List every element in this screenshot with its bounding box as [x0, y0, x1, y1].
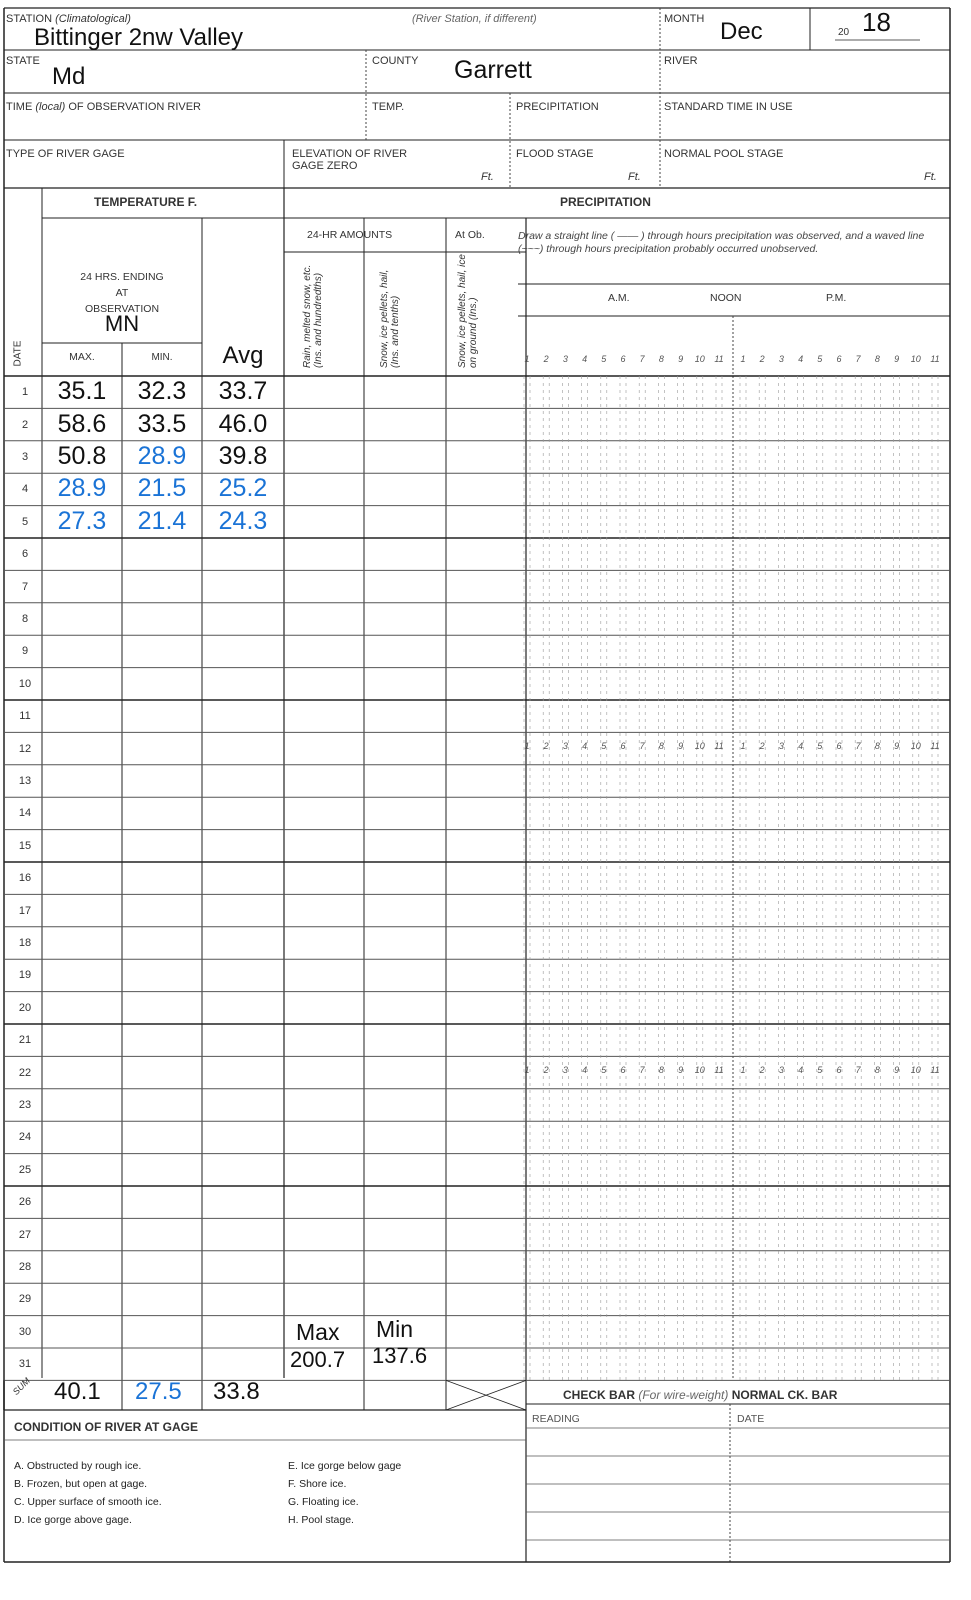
hour-label-pm: 3: [778, 354, 784, 364]
min-column-label: MIN.: [151, 352, 173, 363]
max-column-label: MAX.: [69, 351, 95, 363]
hour-label-am: 9: [678, 354, 684, 364]
table-row: [0, 797, 971, 829]
hour-label-am: 6: [620, 741, 626, 751]
river-condition-title: CONDITION OF RIVER AT GAGE: [14, 1420, 199, 1434]
hour-label-am: 4: [582, 354, 588, 364]
table-row: [0, 894, 971, 926]
pool-stage-label: NORMAL POOL STAGE: [664, 148, 784, 160]
hour-label-pm: 8: [874, 741, 880, 751]
hour-label-pm: 10: [910, 1065, 921, 1075]
table-row: [0, 473, 971, 505]
date-cell: 5: [21, 515, 29, 528]
observation-time-value[interactable]: MN: [104, 311, 140, 336]
table-row: [0, 376, 971, 408]
station-label: STATION (Climatological): [6, 13, 131, 25]
hour-label-pm: 6: [836, 354, 842, 364]
hour-label-pm: 7: [855, 1065, 861, 1075]
table-row: [0, 538, 971, 570]
condition-f: F. Shore ice.: [288, 1478, 347, 1490]
avg-temp-cell[interactable]: 33.7: [218, 377, 268, 406]
noon-label: NOON: [710, 292, 742, 304]
rain-column-label: Rain, melted snow, etc. (Ins. and hundredths): [302, 264, 324, 368]
date-cell: 15: [18, 839, 32, 852]
hour-label-am: 6: [620, 1065, 626, 1075]
temperature-title: TEMPERATURE F.: [94, 195, 198, 209]
sum-max-value[interactable]: 40.1: [54, 1378, 101, 1405]
hour-label-pm: 3: [778, 1065, 784, 1075]
table-row: [0, 1089, 971, 1121]
sum-avg-value[interactable]: 33.8: [213, 1378, 260, 1405]
hour-label-am: 4: [582, 1065, 588, 1075]
hour-label-am: 8: [658, 354, 664, 364]
date-cell: 19: [18, 969, 32, 982]
year-value[interactable]: 18: [862, 7, 891, 37]
pool-stage-unit: Ft.: [924, 171, 937, 183]
reading-label: READING: [532, 1413, 580, 1425]
table-row: [0, 1154, 971, 1186]
standard-time-label: STANDARD TIME IN USE: [664, 101, 793, 113]
flood-stage-unit: Ft.: [628, 171, 641, 183]
hour-label-am: 7: [639, 354, 645, 364]
extreme-min-label[interactable]: Min: [376, 1316, 414, 1342]
date-cell: 28: [18, 1260, 32, 1273]
hour-label-pm: 9: [894, 741, 900, 751]
hour-label-pm: 2: [759, 741, 765, 751]
hour-label-am: 11: [714, 354, 724, 364]
table-row: [0, 441, 971, 473]
condition-e: E. Ice gorge below gage: [288, 1460, 402, 1472]
county-value[interactable]: Garrett: [454, 56, 532, 84]
pm-label: P.M.: [826, 292, 847, 304]
min-temp-cell[interactable]: 32.3: [137, 377, 187, 406]
table-row: [0, 668, 971, 700]
extreme-max-value[interactable]: 200.7: [290, 1347, 346, 1372]
condition-c: C. Upper surface of smooth ice.: [14, 1496, 162, 1508]
date-cell: 26: [18, 1196, 32, 1209]
snow-column-label: Snow, ice pellets, hail, (Ins. and tenths): [379, 269, 401, 368]
sum-min-value[interactable]: 27.5: [135, 1378, 182, 1405]
hour-label-am: 2: [543, 1065, 549, 1075]
hour-label-pm: 1: [740, 354, 746, 364]
table-row: [0, 992, 971, 1024]
date-cell: 4: [21, 483, 29, 496]
min-temp-cell[interactable]: 33.5: [137, 409, 187, 438]
hour-label-pm: 4: [798, 354, 804, 364]
hour-label-am: 6: [620, 354, 626, 364]
sum-label: SUM: [10, 1375, 32, 1397]
table-row: [0, 1316, 971, 1348]
hour-label-pm: 11: [930, 354, 940, 364]
hour-label-am: 5: [601, 354, 607, 364]
date-cell: 6: [21, 548, 29, 561]
date-cell: 10: [18, 677, 32, 690]
month-value[interactable]: Dec: [720, 18, 763, 45]
snow-on-ground-column-label: Snow, ice pellets, hail, ice on ground (Ins.): [457, 254, 479, 368]
hour-label-am: 5: [601, 741, 607, 751]
time-of-observation-label: TIME (local) OF OBSERVATION RIVER: [6, 101, 201, 113]
date-cell: 17: [18, 904, 32, 917]
date-cell: 27: [18, 1228, 32, 1241]
condition-b: B. Frozen, but open at gage.: [14, 1478, 148, 1490]
hour-label-am: 8: [658, 741, 664, 751]
gage-type-label: TYPE OF RIVER GAGE: [6, 148, 125, 160]
date-cell: 16: [18, 872, 32, 885]
hour-label-pm: 1: [740, 1065, 746, 1075]
table-row: [0, 765, 971, 797]
table-row: [0, 1186, 971, 1218]
date-cell: 13: [18, 774, 32, 787]
date-cell: 23: [18, 1098, 32, 1111]
elevation-label-2: GAGE ZERO: [292, 160, 358, 172]
avg-temp-cell[interactable]: 39.8: [218, 441, 268, 470]
hour-label-pm: 10: [910, 741, 921, 751]
hour-label-am: 2: [543, 741, 549, 751]
temp-time-label: TEMP.: [372, 101, 405, 113]
hour-label-pm: 4: [798, 1065, 804, 1075]
hour-label-am: 10: [694, 354, 705, 364]
max-temp-cell[interactable]: 35.1: [57, 377, 107, 406]
table-row: [0, 1121, 971, 1153]
hour-label-am: 3: [562, 1065, 568, 1075]
date-cell: 29: [18, 1293, 32, 1306]
hour-label-am: 10: [694, 1065, 705, 1075]
condition-h: H. Pool stage.: [288, 1514, 354, 1526]
hour-label-pm: 7: [855, 354, 861, 364]
date-cell: 14: [18, 807, 32, 820]
hour-label-pm: 8: [874, 354, 880, 364]
table-row: [0, 603, 971, 635]
date-cell: 30: [18, 1325, 32, 1338]
table-row: [0, 927, 971, 959]
hour-label-pm: 4: [798, 741, 804, 751]
hour-label-pm: 9: [894, 354, 900, 364]
hour-label-am: 9: [678, 1065, 684, 1075]
max-temp-cell[interactable]: 58.6: [57, 409, 107, 438]
date-cell: 11: [19, 710, 31, 723]
check-bar-title: CHECK BAR (For wire-weight) NORMAL CK. BAR: [563, 1388, 838, 1402]
hour-label-am: 9: [678, 741, 684, 751]
hour-label-pm: 2: [759, 354, 765, 364]
condition-g: G. Floating ice.: [288, 1496, 359, 1508]
elevation-label: ELEVATION OF RIVER: [292, 148, 408, 160]
date-cell: 25: [18, 1163, 32, 1176]
max-temp-cell[interactable]: 50.8: [57, 441, 107, 470]
hour-label-am: 3: [562, 354, 568, 364]
table-row: [0, 408, 971, 440]
table-row: [0, 862, 971, 894]
date-cell: 2: [21, 418, 29, 431]
table-row: [0, 732, 971, 764]
precip-time-label: PRECIPITATION: [516, 101, 599, 113]
hour-label-am: 1: [524, 741, 530, 751]
hour-label-am: 8: [658, 1065, 664, 1075]
avg-temp-cell[interactable]: 25.2: [218, 474, 268, 503]
max-temp-cell[interactable]: 28.9: [57, 474, 107, 503]
table-row: [0, 830, 971, 862]
hour-label-am: 3: [562, 741, 568, 751]
am-label: A.M.: [608, 292, 630, 304]
hour-label-pm: 11: [930, 1065, 940, 1075]
month-label: MONTH: [664, 13, 705, 25]
date-cell: 24: [18, 1131, 32, 1144]
date-cell: 3: [21, 450, 29, 463]
table-row: [0, 1024, 971, 1056]
hour-label-pm: 6: [836, 1065, 842, 1075]
hour-label-pm: 2: [759, 1065, 765, 1075]
county-label: COUNTY: [372, 55, 419, 67]
hour-label-am: 11: [714, 741, 724, 751]
precipitation-instructions: Draw a straight line ( —— ) through hours precipitation was observed, and a waved line (~~~) through hours precipitation probably occurred unobserved.: [518, 230, 925, 255]
date-cell: 12: [18, 742, 32, 755]
hour-label-am: 7: [639, 741, 645, 751]
hour-label-pm: 5: [817, 741, 823, 751]
table-row: [0, 1218, 971, 1250]
min-temp-cell[interactable]: 21.4: [137, 506, 187, 535]
date-cell: 1: [21, 386, 29, 399]
condition-a: A. Obstructed by rough ice.: [14, 1460, 142, 1472]
extreme-min-value[interactable]: 137.6: [372, 1343, 428, 1368]
min-temp-cell[interactable]: 21.5: [137, 474, 187, 503]
state-label: STATE: [6, 55, 40, 67]
state-value[interactable]: Md: [52, 63, 86, 90]
avg-temp-cell[interactable]: 24.3: [218, 506, 268, 535]
hour-label-am: 1: [524, 354, 530, 364]
river-label: RIVER: [664, 55, 698, 67]
hrs-at-label: AT: [115, 287, 129, 299]
condition-d: D. Ice gorge above gage.: [14, 1514, 132, 1526]
table-row: [0, 1348, 971, 1380]
hour-label-pm: 3: [778, 741, 784, 751]
hour-label-pm: 1: [740, 741, 746, 751]
river-station-label: (River Station, if different): [412, 13, 537, 25]
date-cell: 21: [18, 1034, 32, 1047]
date-cell: 22: [18, 1066, 32, 1079]
hour-label-pm: 6: [836, 741, 842, 751]
table-row: [0, 959, 971, 991]
observation-label: OBSERVATION: [84, 303, 160, 315]
elevation-unit: Ft.: [481, 171, 494, 183]
date-cell: 7: [21, 580, 29, 593]
max-temp-cell[interactable]: 27.3: [57, 506, 107, 535]
avg-column-label[interactable]: Avg: [222, 342, 264, 369]
hour-label-pm: 9: [894, 1065, 900, 1075]
hour-label-am: 7: [639, 1065, 645, 1075]
station-value[interactable]: Bittinger 2nw Valley: [34, 24, 243, 51]
date-cell: 9: [21, 645, 29, 658]
table-row: [0, 506, 971, 538]
table-row: [0, 700, 971, 732]
hour-label-am: 4: [582, 741, 588, 751]
table-row: [0, 635, 971, 667]
hour-label-pm: 5: [817, 354, 823, 364]
hrs-ending-label: 24 HRS. ENDING: [80, 271, 164, 283]
hour-label-pm: 5: [817, 1065, 823, 1075]
precipitation-title: PRECIPITATION: [560, 195, 651, 209]
date-cell: 20: [18, 1001, 32, 1014]
hour-label-pm: 11: [930, 741, 940, 751]
table-row: [0, 1251, 971, 1283]
hour-label-am: 11: [714, 1065, 724, 1075]
at-ob-label: At Ob.: [455, 229, 485, 241]
avg-temp-cell[interactable]: 46.0: [218, 409, 268, 438]
table-row: [0, 1056, 971, 1088]
year-prefix: 20: [838, 27, 850, 38]
date-cell: 8: [21, 612, 29, 625]
hour-label-pm: 10: [910, 354, 921, 364]
hour-label-am: 2: [543, 354, 549, 364]
hour-label-am: 10: [694, 741, 705, 751]
table-row: [0, 1283, 971, 1315]
table-row: [0, 570, 971, 602]
date-cell: 31: [18, 1358, 32, 1371]
hour-label-pm: 7: [855, 741, 861, 751]
flood-stage-label: FLOOD STAGE: [516, 148, 594, 160]
extreme-max-label[interactable]: Max: [296, 1319, 340, 1345]
hour-label-am: 1: [524, 1065, 530, 1075]
amounts-label: 24-HR AMOUNTS: [307, 229, 393, 241]
hour-label-am: 5: [601, 1065, 607, 1075]
date-column-label: DATE: [12, 340, 24, 367]
min-temp-cell[interactable]: 28.9: [137, 441, 187, 470]
date-cell: 18: [18, 936, 32, 949]
check-date-label: DATE: [737, 1413, 765, 1425]
hour-label-pm: 8: [874, 1065, 880, 1075]
